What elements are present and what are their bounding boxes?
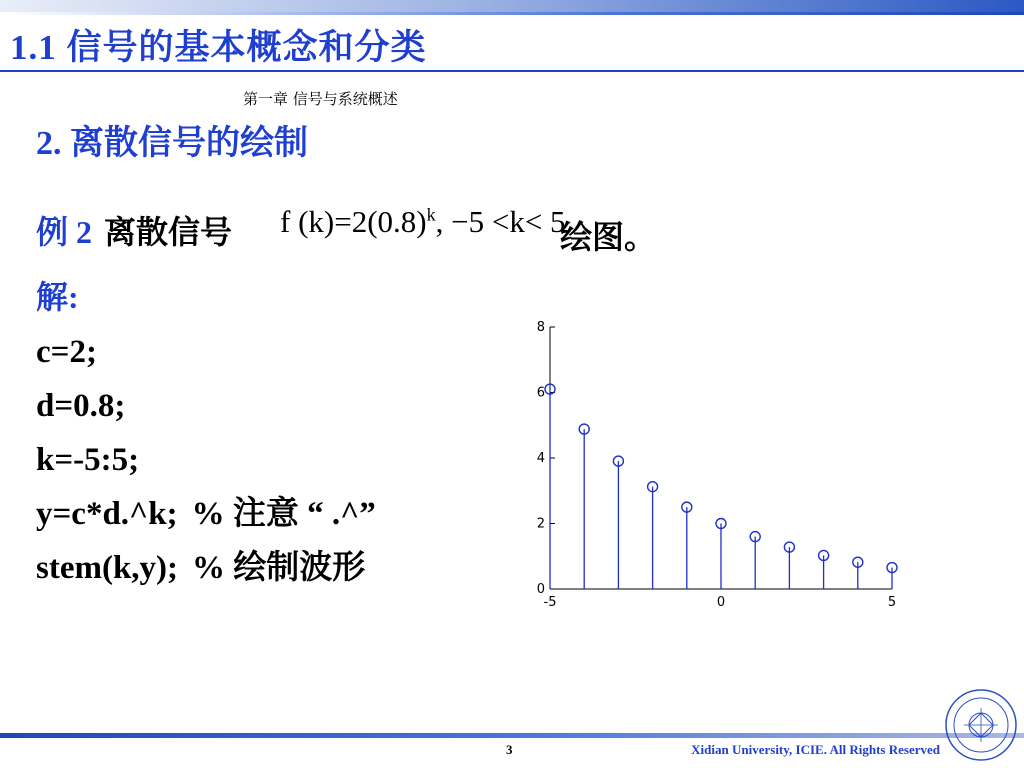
example-statement xyxy=(36,207,232,257)
x-tick-label: 5 xyxy=(887,595,897,610)
bottom-decorative-band xyxy=(0,733,1024,738)
example-number: 例 2 xyxy=(36,214,93,250)
y-tick-label: 8 xyxy=(536,320,545,335)
code-line xyxy=(36,325,376,379)
section-heading: 2. 离散信号的绘制 xyxy=(36,125,308,162)
copyright-footer: Xidian University, ICIE. All Rights Reserved xyxy=(691,742,940,757)
example-text: 离散信号 xyxy=(104,214,233,250)
code-comment: % 绘制波形 xyxy=(192,550,366,586)
code-line xyxy=(36,487,376,541)
slide-title: 1.1 信号的基本概念和分类 xyxy=(10,28,427,67)
formula-exponent: k xyxy=(426,204,436,225)
y-tick-label: 6 xyxy=(536,385,545,401)
code-text: c=2; xyxy=(36,334,97,370)
code-text: k=-5:5; xyxy=(36,442,140,478)
code-text: stem(k,y); xyxy=(36,550,179,586)
x-tick-label: -5 xyxy=(543,595,557,610)
page-number: 3 xyxy=(506,742,513,757)
code-line xyxy=(36,541,376,595)
code-text: d=0.8; xyxy=(36,388,126,424)
formula-main: f (k)=2(0.8) xyxy=(280,204,427,239)
code-line xyxy=(36,433,376,487)
solution-label: 解: xyxy=(36,279,79,315)
chapter-label: 第一章 信号与系统概述 xyxy=(243,90,398,108)
code-block xyxy=(36,325,376,595)
y-tick-label: 2 xyxy=(536,516,545,532)
title-divider xyxy=(0,70,1024,72)
formula-range: , −5 <k< 5 xyxy=(435,204,566,239)
example-formula xyxy=(280,204,566,240)
code-comment: % 注意 “ .^” xyxy=(191,496,376,532)
code-line xyxy=(36,379,376,433)
y-tick-label: 4 xyxy=(536,451,545,466)
university-seal-icon xyxy=(944,688,1018,762)
y-tick-label: 0 xyxy=(536,582,545,597)
top-decorative-band xyxy=(0,0,1024,12)
code-text: y=c*d.^k; xyxy=(36,496,178,532)
x-tick-label: 0 xyxy=(716,595,726,610)
stem-plot xyxy=(525,315,915,620)
example-suffix: 绘图。 xyxy=(560,219,657,255)
